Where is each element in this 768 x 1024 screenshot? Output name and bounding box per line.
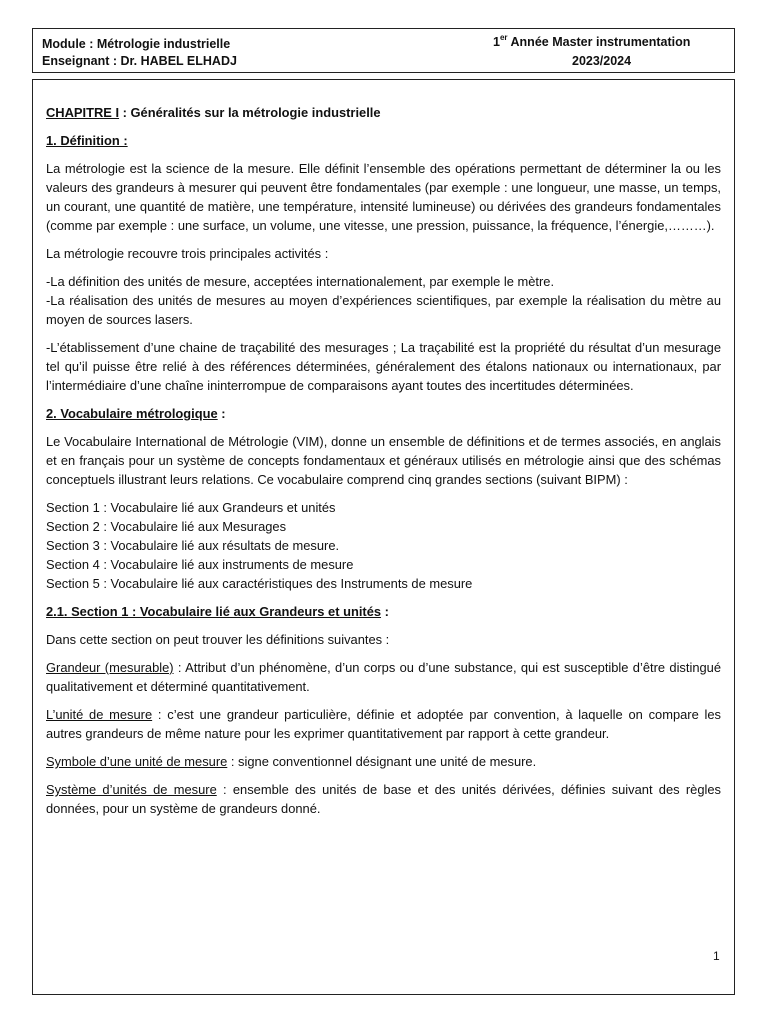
page-number: 1 — [713, 949, 720, 963]
list-item: Section 1 : Vocabulaire lié aux Grandeurs et unités — [46, 500, 336, 515]
definition-item: L’unité de mesure : c’est une grandeur particulière, définie et adoptée par convention, à laquelle on compare les autres grandeurs de même nature pour les exprimer quantitativement par rapport à cette grandeur. — [46, 707, 721, 741]
module-title: Module : Métrologie industrielle — [42, 37, 231, 51]
list-item: Section 2 : Vocabulaire lié aux Mesurages — [46, 519, 287, 534]
document-body — [46, 103, 721, 827]
year-level: 1er Année Master instrumentation — [493, 33, 691, 49]
section-heading-definition: 1. Définition : — [46, 133, 128, 148]
paragraph: -L’établissement d’une chaine de traçabilité des mesurages ; La traçabilité est la propriété du résultat d’un mesurage tel qu’il puisse être relié à des références déterminées, généralement des étalons nationaux ou internationaux, par l’intermédiaire d’une chaîne ininterrompue de comparaisons ayant toutes des incertitudes déterminées. — [46, 340, 721, 393]
list-item: Section 3 : Vocabulaire lié aux résultats de mesure. — [46, 538, 340, 553]
chapter-title: CHAPITRE I : Généralités sur la métrologie industrielle — [46, 105, 381, 120]
definition-item: Système d’unités de mesure : ensemble des unités de base et des unités dérivées, définies suivant des règles données, pour un système de grandeurs donné. — [46, 782, 721, 816]
page-header — [32, 28, 735, 73]
paragraph: -La réalisation des unités de mesures au moyen d’expériences scientifiques, par exemple la réalisation du mètre au moyen de sources lasers. — [46, 293, 721, 327]
paragraph: La métrologie recouvre trois principales activités : — [46, 246, 329, 261]
list-item: Section 5 : Vocabulaire lié aux caractéristiques des Instruments de mesure — [46, 576, 473, 591]
academic-year: 2023/2024 — [572, 54, 632, 68]
sections-list — [46, 498, 721, 593]
teacher-name: Enseignant : Dr. HABEL ELHADJ — [42, 54, 237, 68]
definition-item: Grandeur (mesurable) : Attribut d’un phénomène, d’un corps ou d’une substance, qui est susceptible d’être distingué qualitativement et déterminé quantitativement. — [46, 660, 721, 694]
section-heading-vocabulary: 2. Vocabulaire métrologique : — [46, 406, 226, 421]
definition-item: Symbole d’une unité de mesure : signe conventionnel désignant une unité de mesure. — [46, 754, 537, 769]
paragraph: Dans cette section on peut trouver les définitions suivantes : — [46, 632, 390, 647]
paragraph: -La définition des unités de mesure, acceptées internationalement, par exemple le mètre. — [46, 274, 555, 289]
list-item: Section 4 : Vocabulaire lié aux instruments de mesure — [46, 557, 354, 572]
paragraph: Le Vocabulaire International de Métrologie (VIM), donne un ensemble de définitions et de termes associés, en anglais et en français pour un système de concepts fondamentaux et généraux utilisés en métrologie ainsi que des schémas conceptuels illustrant leurs relations. Ce vocabulaire comprend cinq grandes sections (suivant BIPM) : — [46, 434, 721, 487]
paragraph: La métrologie est la science de la mesure. Elle définit l’ensemble des opérations permettant de déterminer la ou les valeurs des grandeurs à mesurer qui peuvent être fondamentales (par exemple : une longueur, une masse, un temps, un courant, une quantité de matière, une température, intensité lumineuse) ou dérivées des grandeurs fondamentales (comme par exemple : une surface, un volume, une vitesse, une pression, puissance, la fréquence, l’énergie,………). — [46, 161, 721, 233]
section-heading-grandeurs: 2.1. Section 1 : Vocabulaire lié aux Grandeurs et unités : — [46, 604, 389, 619]
